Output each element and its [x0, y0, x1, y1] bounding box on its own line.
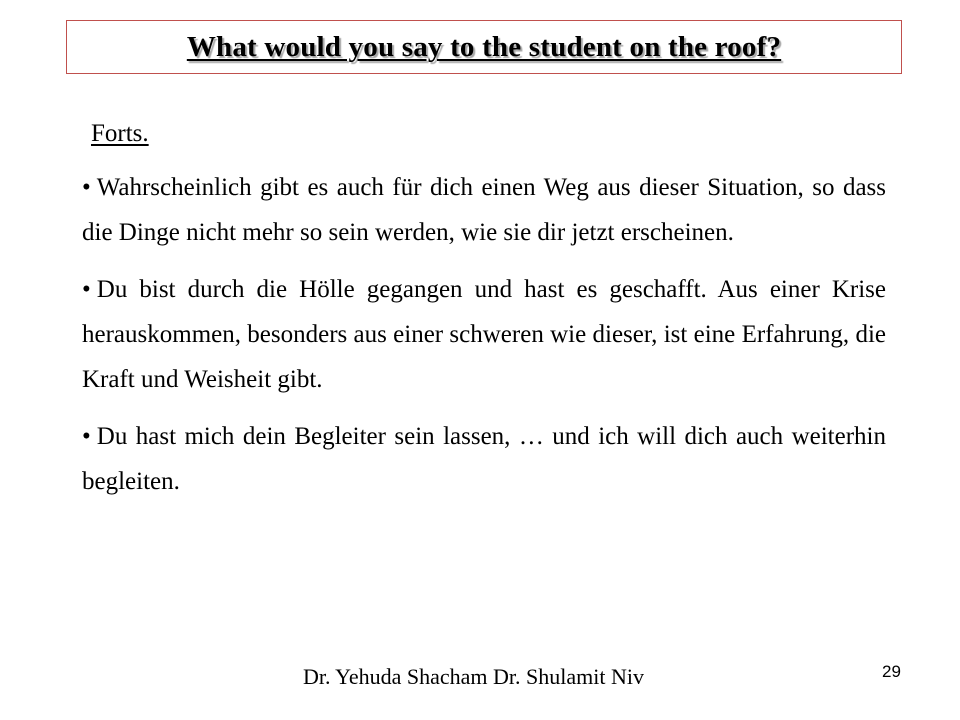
bullet-text: Wahrscheinlich gibt es auch für dich einen Weg aus dieser Situation, so dass die Dinge nicht mehr so sein werden, wie sie dir jetzt erscheinen.	[82, 174, 886, 246]
bullet-marker: •	[82, 423, 91, 450]
subheading: Forts.	[91, 120, 149, 147]
bullet-item	[82, 267, 886, 402]
slide-title: What would you say to the student on the roof?	[186, 30, 782, 63]
footer-authors: Dr. Yehuda Shacham Dr. Shulamit Niv	[303, 664, 644, 689]
title-box	[66, 20, 902, 74]
bullet-text: Du bist durch die Hölle gegangen und hast es geschafft. Aus einer Krise herauskommen, besonders aus einer schweren wie dieser, ist eine Erfahrung, die Kraft und Weisheit gibt.	[82, 276, 886, 393]
bullet-item	[82, 165, 886, 255]
bullet-text: Du hast mich dein Begleiter sein lassen, … und ich will dich auch weiterhin begleiten.	[82, 423, 886, 495]
slide-body	[82, 116, 886, 516]
bullet-item	[82, 414, 886, 504]
bullet-marker: •	[82, 276, 91, 303]
page-number: 29	[882, 662, 901, 681]
bullet-marker: •	[82, 174, 91, 201]
